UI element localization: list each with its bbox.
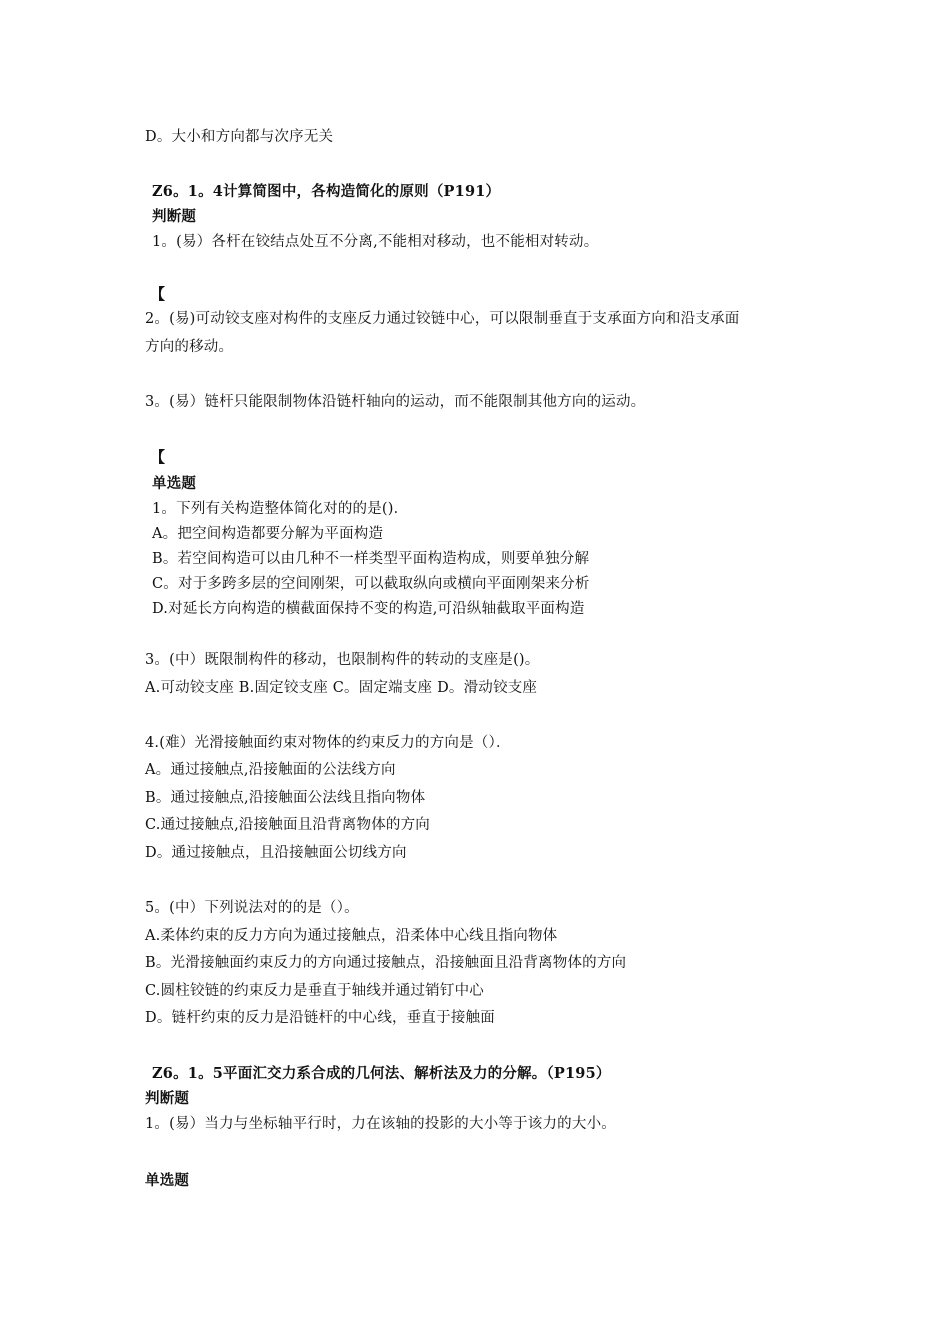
mc-question-1-option-b: B。若空间构造可以由几种不一样类型平面构造构成，则要单独分解 — [152, 551, 590, 567]
tf-question-1: 1。(易）当力与坐标轴平行时，力在该轴的投影的大小等于该力的大小。 — [145, 1116, 616, 1132]
true-false-label: 判断题 — [152, 208, 197, 225]
mc-question-4-option-a: A。通过接触点,沿接触面的公法线方向 — [145, 762, 396, 778]
answer-bracket: 【 — [150, 285, 166, 303]
multiple-choice-label: 单选题 — [145, 1172, 190, 1189]
tf-question-2-line-2: 方向的移动。 — [145, 339, 234, 355]
multiple-choice-label: 单选题 — [152, 475, 197, 492]
mc-question-4-option-b: B。通过接触点,沿接触面公法线且指向物体 — [145, 790, 426, 806]
mc-question-5-option-a: A.柔体约束的反力方向为通过接触点，沿柔体中心线且指向物体 — [145, 928, 558, 944]
mc-question-1-stem: 1。下列有关构造整体简化对的的是()． — [152, 501, 409, 517]
true-false-label: 判断题 — [145, 1090, 190, 1107]
mc-question-3-stem: 3。(中）既限制构件的移动，也限制构件的转动的支座是()。 — [145, 652, 540, 668]
mc-question-4-option-d: D。通过接触点，且沿接触面公切线方向 — [145, 845, 407, 861]
tf-question-3: 3。(易）链杆只能限制物体沿链杆轴向的运动，而不能限制其他方向的运动。 — [145, 394, 646, 410]
section-heading-z615: Z6。1。5平面汇交力系合成的几何法、解析法及力的分解。（P195） — [152, 1065, 611, 1082]
mc-question-5-option-d: D。链杆约束的反力是沿链杆的中心线，垂直于接触面 — [145, 1010, 495, 1026]
mc-question-1-option-c: C。对于多跨多层的空间刚架，可以截取纵向或横向平面刚架来分析 — [152, 576, 590, 592]
section-heading-z614: Z6。1。4计算简图中，各构造简化的原则（P191） — [152, 183, 501, 200]
previous-option-d: D。大小和方向都与次序无关 — [145, 129, 334, 145]
mc-question-3-options: A.可动铰支座 B.固定铰支座 C。固定端支座 D。滑动铰支座 — [145, 680, 538, 696]
tf-question-2-line-1: 2。(易)可动铰支座对构件的支座反力通过铰链中心，可以限制垂直于支承面方向和沿支承面 — [145, 311, 740, 327]
mc-question-5-option-c: C.圆柱铰链的约束反力是垂直于轴线并通过销钉中心 — [145, 983, 484, 999]
mc-question-1-option-a: A。把空间构造都要分解为平面构造 — [152, 526, 384, 542]
mc-question-5-option-b: B。光滑接触面约束反力的方向通过接触点，沿接触面且沿背离物体的方向 — [145, 955, 627, 971]
mc-question-5-stem: 5。(中）下列说法对的的是（）。 — [145, 900, 359, 916]
mc-question-4-stem: 4.(难）光滑接触面约束对物体的约束反力的方向是（）． — [145, 735, 511, 751]
tf-question-1: 1。(易）各杆在铰结点处互不分离,不能相对移动，也不能相对转动。 — [152, 234, 599, 250]
mc-question-1-option-d: D.对延长方向构造的横截面保持不变的构造,可沿纵轴截取平面构造 — [152, 601, 585, 617]
mc-question-4-option-c: C.通过接触点,沿接触面且沿背离物体的方向 — [145, 817, 430, 833]
answer-bracket: 【 — [150, 448, 166, 466]
